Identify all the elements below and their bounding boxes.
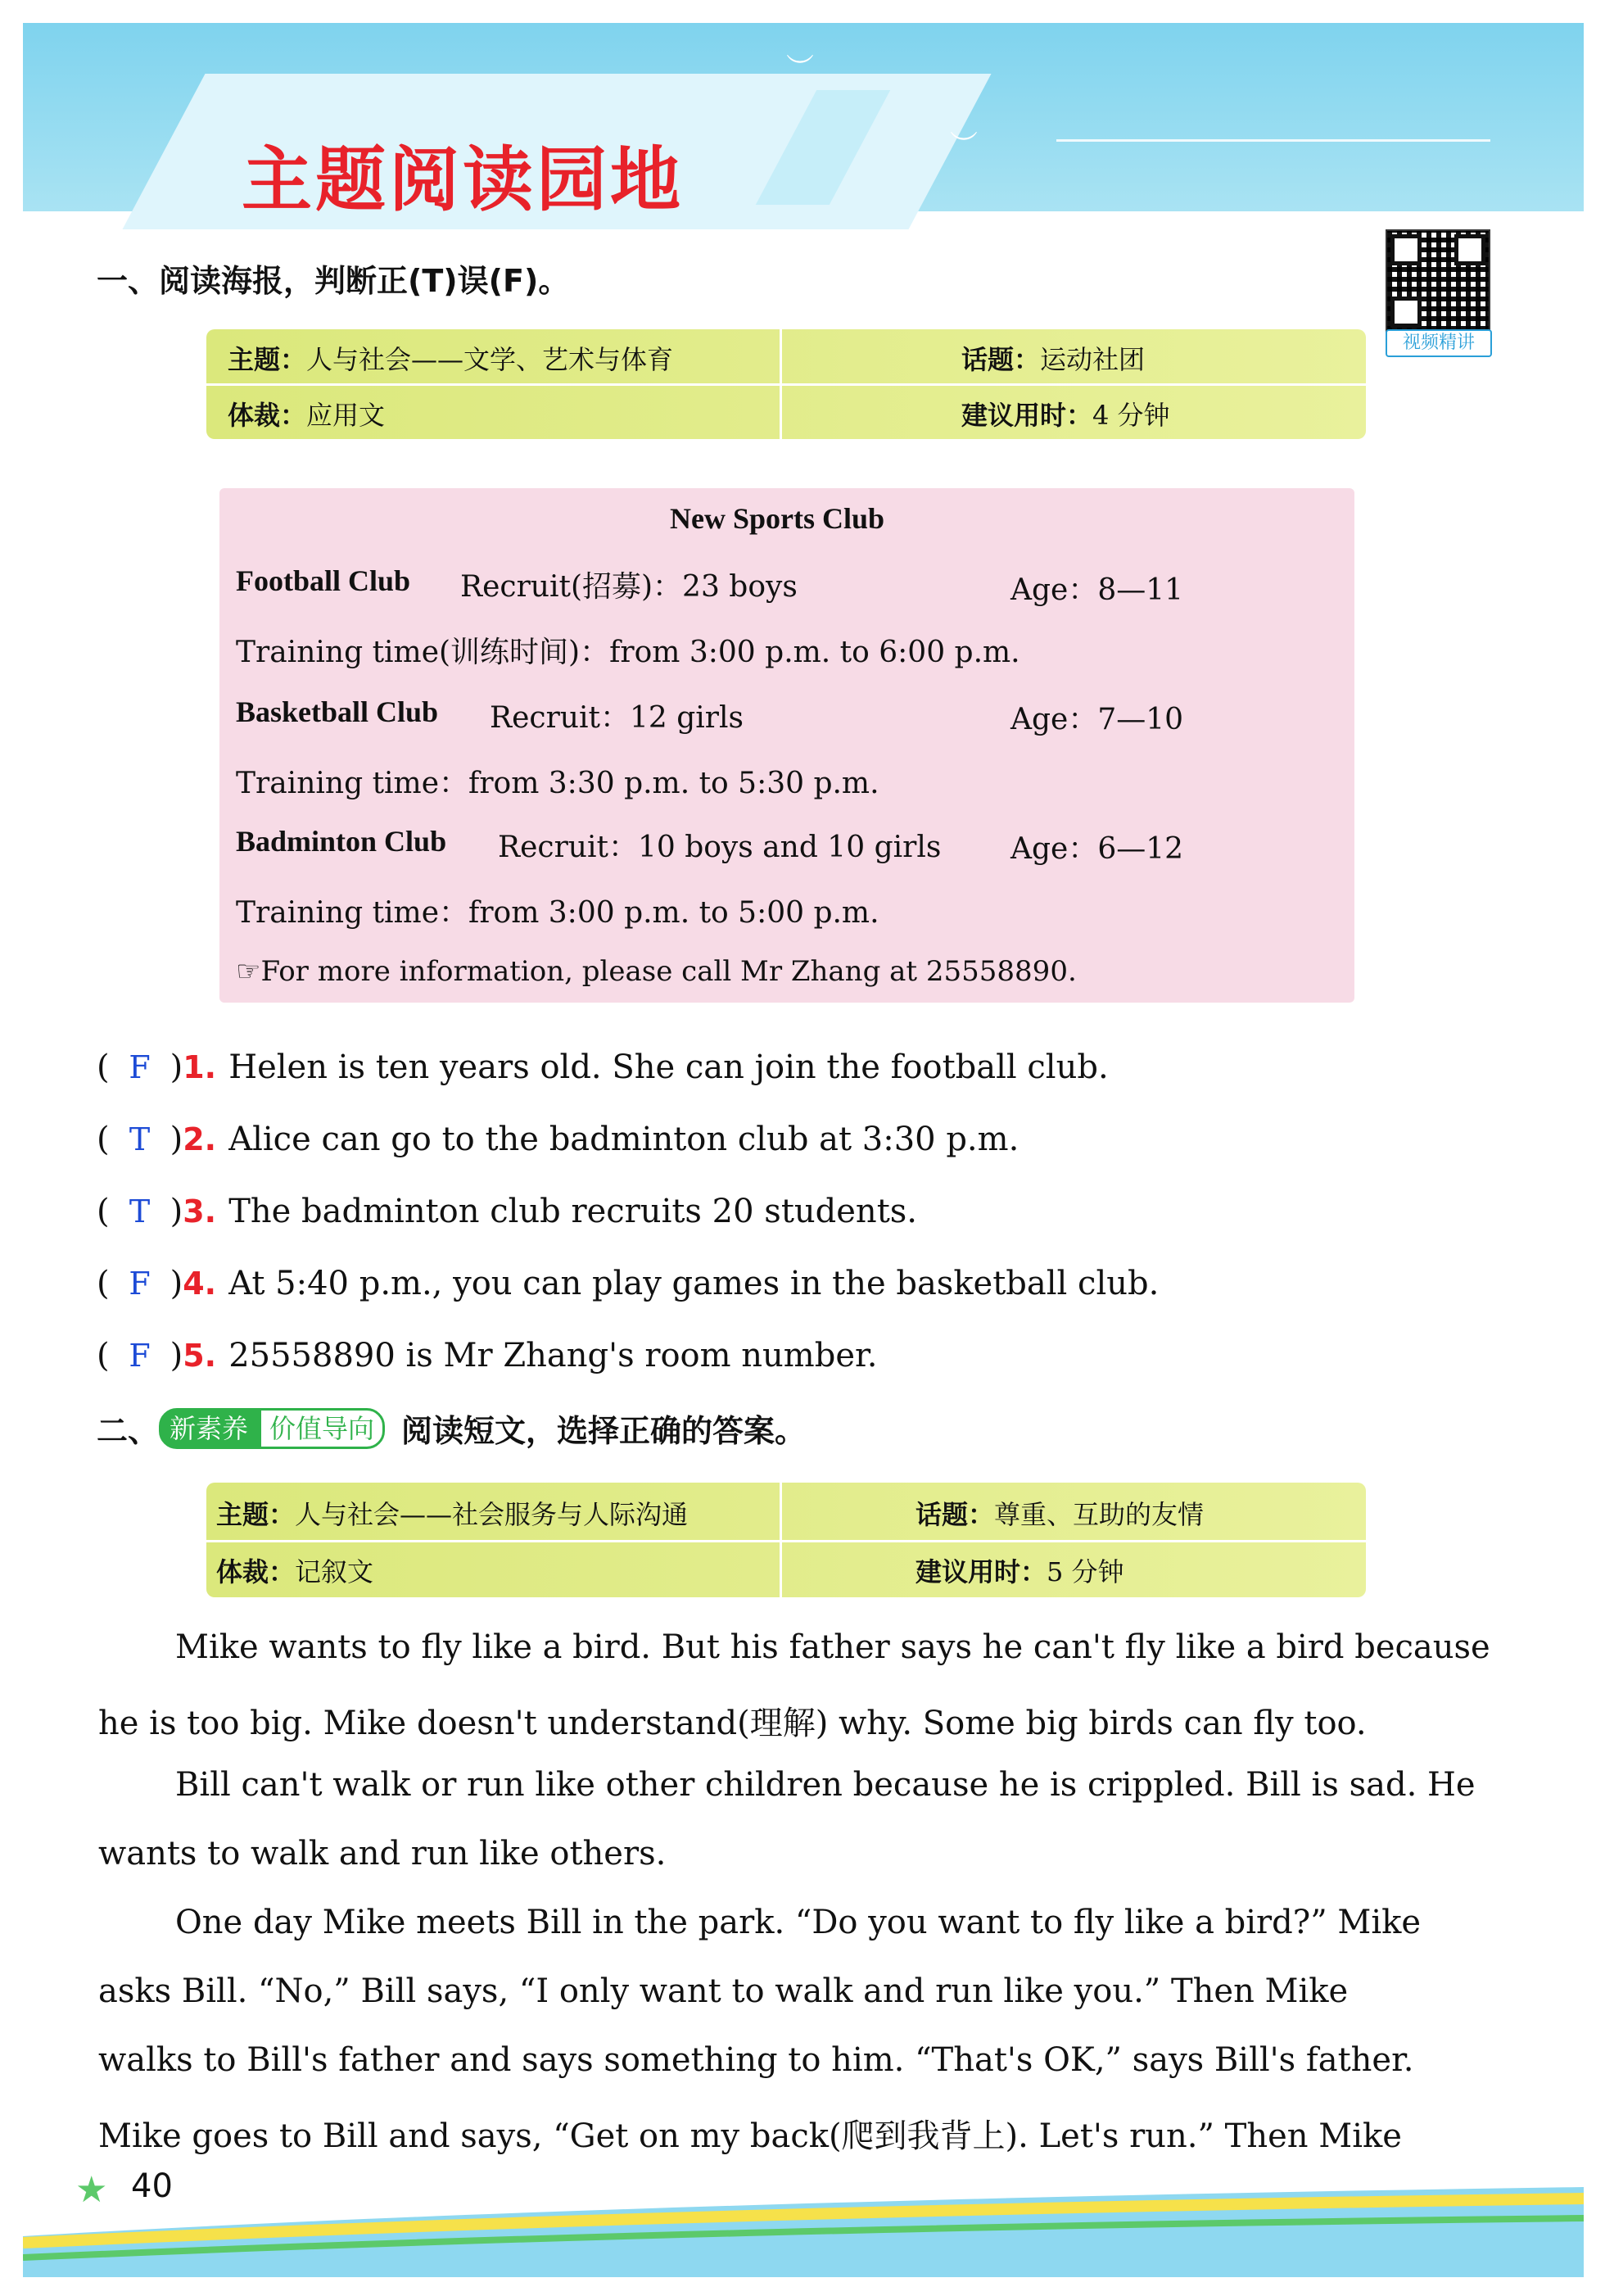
section2-title: 阅读短文，选择正确的答案。: [401, 1413, 807, 1449]
question-text: At 5:40 p.m., you can play games in the basketball club.: [228, 1265, 1160, 1302]
question-text: Alice can go to the badminton club at 3:30 p.m.: [228, 1121, 1020, 1158]
section2-info-bar: [206, 1483, 1366, 1597]
question-number: 4.: [183, 1266, 217, 1302]
passage-line: asks Bill. “No,” Bill says, “I only want to walk and run like you.” Then Mike: [98, 1972, 1349, 2010]
passage-line: Mike wants to fly like a bird. But his father says he can't fly like a bird because: [175, 1628, 1490, 1666]
bird-icon: ︶: [786, 52, 814, 85]
passage-line: wants to walk and run like others.: [98, 1835, 667, 1873]
passage-line: Mike goes to Bill and says, “Get on my back(爬到我背上). Let's run.” Then Mike: [98, 2117, 1402, 2155]
club-training-time: Training time：from 3:30 p.m. to 5:30 p.m.: [236, 767, 879, 800]
passage-line: walks to Bill's father and says something to him. “That's OK,” says Bill's father.: [98, 2041, 1414, 2079]
info-topic: 话题：运动社团: [961, 344, 1146, 375]
section1-title: 一、阅读海报，判断正(T)误(F)。: [97, 263, 570, 299]
club-name: Badminton Club: [236, 825, 447, 858]
club-name: Basketball Club: [236, 695, 439, 728]
passage-line: he is too big. Mike doesn't understand(理解) why. Some big birds can fly too.: [98, 1705, 1367, 1742]
info-topic: 话题：尊重、互助的友情: [916, 1499, 1205, 1530]
answer-value: F: [129, 1266, 151, 1302]
info-genre: 体裁：应用文: [228, 400, 386, 431]
header-divider: [1056, 139, 1490, 142]
answer-value: T: [129, 1193, 151, 1230]
club-age: Age：8—11: [1010, 573, 1184, 607]
question-text: Helen is ten years old. She can join the football club.: [228, 1048, 1109, 1086]
club-training-time: Training time：from 3:00 p.m. to 5:00 p.m.: [236, 896, 879, 930]
info-time: 建议用时：4 分钟: [961, 400, 1170, 431]
club-recruit: Recruit：10 boys and 10 girls: [498, 831, 942, 864]
bird-icon: ︶: [950, 129, 978, 162]
club-age: Age：7—10: [1010, 703, 1184, 736]
answer-value: T: [129, 1121, 151, 1157]
question-row: ( F )4. At 5:40 p.m., you can play games in the basketball club.: [97, 1265, 1160, 1302]
badge-value-guidance: 价值导向: [259, 1408, 385, 1449]
question-number: 2.: [183, 1121, 217, 1157]
page-title: 主题阅读园地: [242, 139, 684, 221]
poster-title: New Sports Club: [670, 502, 885, 535]
club-recruit: Recruit(招募)：23 boys: [460, 570, 798, 604]
question-row: ( F )5. 25558890 is Mr Zhang's room number.: [97, 1337, 878, 1374]
info-theme: 主题：人与社会——文学、艺术与体育: [228, 344, 674, 375]
club-name: Football Club: [236, 564, 411, 597]
poster-contact-info: ☞For more information, please call Mr Zhang at 25558890.: [236, 955, 1077, 988]
club-training-time: Training time(训练时间)：from 3:00 p.m. to 6:00 p.m.: [236, 636, 1020, 669]
question-text: The badminton club recruits 20 students.: [228, 1193, 918, 1230]
club-recruit: Recruit：12 girls: [490, 701, 744, 735]
passage-line: Bill can't walk or run like other children because he is crippled. Bill is sad. He: [175, 1766, 1476, 1804]
question-text: 25558890 is Mr Zhang's room number.: [228, 1337, 878, 1374]
section2-prefix: 二、: [97, 1413, 160, 1449]
page-number: 40: [131, 2167, 173, 2205]
info-theme: 主题：人与社会——社会服务与人际沟通: [216, 1499, 689, 1530]
qr-video-label[interactable]: 视频精讲: [1386, 329, 1492, 357]
question-row: ( F )1. Helen is ten years old. She can join the football club.: [97, 1048, 1109, 1086]
qr-code-icon[interactable]: [1386, 229, 1490, 333]
question-number: 3.: [183, 1193, 217, 1230]
info-time: 建议用时：5 分钟: [916, 1556, 1124, 1587]
section2-header: [97, 1406, 806, 1451]
answer-value: F: [129, 1338, 151, 1374]
badge-new-literacy: 新素养: [159, 1408, 259, 1449]
question-number: 5.: [183, 1338, 217, 1374]
info-genre: 体裁：记叙文: [216, 1556, 374, 1587]
footer-wave: [23, 2179, 1584, 2277]
question-row: ( T )2. Alice can go to the badminton club at 3:30 p.m.: [97, 1121, 1020, 1158]
star-icon: ★: [75, 2169, 108, 2211]
question-number: 1.: [183, 1049, 217, 1085]
answer-value: F: [129, 1049, 151, 1085]
passage-line: One day Mike meets Bill in the park. “Do you want to fly like a bird?” Mike: [175, 1904, 1422, 1941]
question-row: ( T )3. The badminton club recruits 20 students.: [97, 1193, 918, 1230]
club-age: Age：6—12: [1010, 832, 1184, 866]
section1-info-bar: [206, 329, 1366, 439]
